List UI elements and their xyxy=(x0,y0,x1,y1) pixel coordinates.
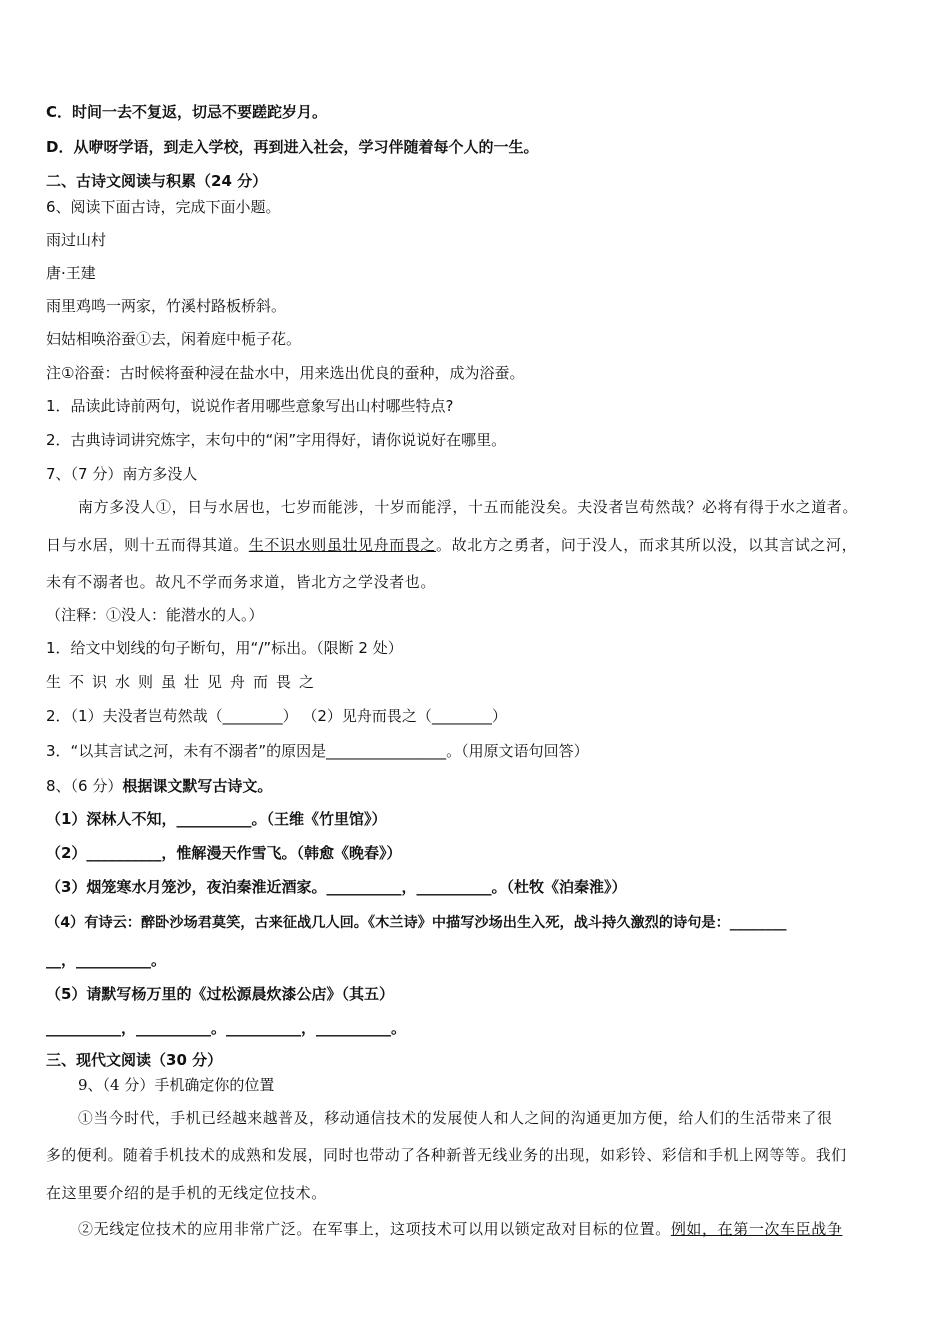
q7-heading: 7、（7 分）南方多没人 xyxy=(46,465,198,483)
poem-line-2: 妇姑相唤浴蚕①去，闲着庭中栀子花。 xyxy=(46,330,302,348)
q9-paragraph-2 xyxy=(78,1219,842,1239)
poem-line-1: 雨里鸡鸣一两家，竹溪村路板桥斜。 xyxy=(46,297,287,315)
poem-author: 唐·王建 xyxy=(46,264,96,282)
q6-intro: 6、阅读下面古诗，完成下面小题。 xyxy=(46,198,281,216)
q8-item-5-blanks: __________，__________。__________，__________。 xyxy=(46,1019,407,1037)
q9-paragraph-1-line-3: 在这里要介绍的是手机的无线定位技术。 xyxy=(46,1184,327,1202)
q7-note: （注释：①没人：能潜水的人。） xyxy=(46,606,264,624)
q7-underlined-sentence: 生不识水则虽壮见舟而畏之 xyxy=(248,536,437,554)
q9-paragraph-1-line-2: 多的便利。随着手机技术的成熟和发展，同时也带动了各种新普无线业务的出现，如彩铃、彩信和手机上网等等。我们 xyxy=(46,1147,847,1164)
q8-number: 8、（6 分） xyxy=(46,777,123,795)
q8-instruction: 根据课文默写古诗文。 xyxy=(122,777,273,795)
q7-sentence: 生不识水则虽壮见舟而畏之 xyxy=(46,673,323,691)
poem-note: 注①浴蚕：古时候将蚕种浸在盐水中，用来选出优良的蚕种，成为浴蚕。 xyxy=(46,364,525,382)
q7-sub-1: 1．给文中划线的句子断句，用“/”标出。（限断 2 处） xyxy=(46,639,403,657)
q7-sub-2: 2．（1）夫没者岂苟然哉（________） （2）见舟而畏之（________） xyxy=(46,707,507,725)
q7-sub-3: 3．“以其言试之河，未有不溺者”的原因是________________。（用原文语句回答） xyxy=(46,742,589,760)
q7-paragraph-3: 未有不溺者也。故凡不学而务求道，皆北方之学没者也。 xyxy=(46,573,437,591)
section-3-heading: 三、现代文阅读（30 分） xyxy=(46,1051,223,1069)
q7-p2-start: 日与水居，则十五而得其道。 xyxy=(46,536,249,554)
q7-paragraph-1: 南方多没人①，日与水居也，七岁而能涉，十岁而能浮，十五而能没矣。夫没者岂苟然哉？必将有得于水之道者。 xyxy=(78,498,859,516)
q7-p2-end: 。故北方之勇者，问于没人，而求其所以没，以其言试之河， xyxy=(436,536,858,554)
q8-item-3: （3）烟笼寒水月笼沙，夜泊秦淮近酒家。__________，__________。（杜牧《泊秦淮》） xyxy=(46,878,627,896)
q9-heading: 9、（4 分）手机确定你的位置 xyxy=(78,1076,275,1094)
q7-paragraph-2 xyxy=(46,535,857,555)
q6-sub-1: 1．品读此诗前两句，说说作者用哪些意象写出山村哪些特点? xyxy=(46,397,454,415)
poem-title: 雨过山村 xyxy=(46,231,107,249)
section-2-heading: 二、古诗文阅读与积累（24 分） xyxy=(46,172,268,190)
q8-item-2: （2）__________，惟解漫天作雪飞。（韩愈《晚春》） xyxy=(46,844,402,862)
q8-item-1: （1）深林人不知，__________。（王维《竹里馆》） xyxy=(46,810,387,828)
q8-item-4-cont: __，__________。 xyxy=(46,951,167,969)
option-c: C．时间一去不复返，切忌不要蹉跎岁月。 xyxy=(46,103,328,121)
option-d: D．从咿呀学语，到走入学校，再到进入社会，学习伴随着每个人的一生。 xyxy=(46,138,539,156)
q9-paragraph-1-line-1: ①当今时代，手机已经越来越普及，移动通信技术的发展使人和人之间的沟通更加方便，给人们的生活带来了很 xyxy=(78,1110,833,1127)
q8-item-4: （4）有诗云：醉卧沙场君莫笑，古来征战几人回。《木兰诗》中描写沙场出生入死，战斗持久激烈的诗句是：________ xyxy=(46,915,787,931)
q8-heading xyxy=(46,776,272,796)
q9-p2-text: ②无线定位技术的应用非常广泛。在军事上，这项技术可以用以锁定敌对目标的位置。 xyxy=(78,1220,671,1238)
q8-item-5: （5）请默写杨万里的《过松源晨炊漆公店》（其五） xyxy=(46,985,394,1003)
q6-sub-2: 2．古典诗词讲究炼字，末句中的“闲”字用得好，请你说说好在哪里。 xyxy=(46,431,507,449)
q9-p2-underlined: 例如，在第一次车臣战争 xyxy=(670,1220,843,1238)
